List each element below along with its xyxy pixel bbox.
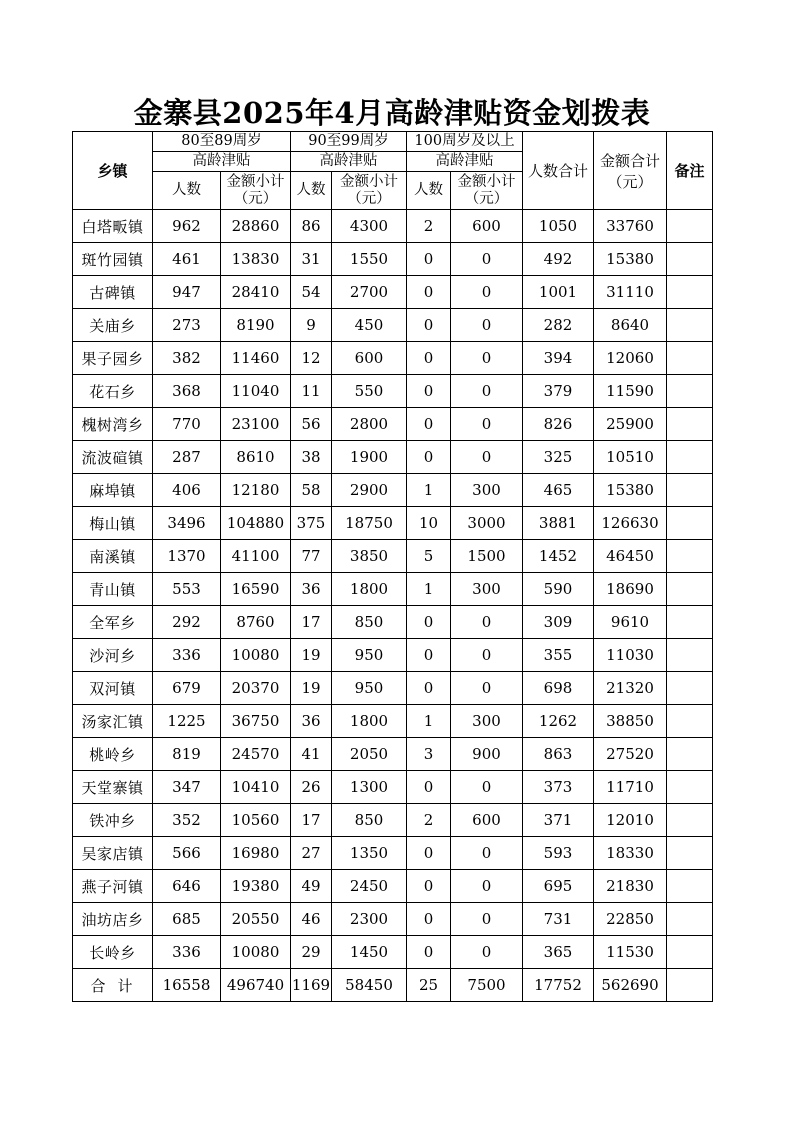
- table-cell-a100: 0: [451, 606, 523, 639]
- table-cell-a80: 16590: [221, 573, 291, 606]
- town-name-cell: 流波碹镇: [73, 441, 153, 474]
- table-cell-a80: 16980: [221, 837, 291, 870]
- table-cell-c90: 31: [291, 243, 332, 276]
- table-cell-c100: 1: [407, 474, 451, 507]
- table-cell-c90: 77: [291, 540, 332, 573]
- table-cell-tc: 590: [523, 573, 594, 606]
- table-cell-c100: 0: [407, 342, 451, 375]
- header-age-80-89: 80至89周岁: [153, 132, 291, 152]
- town-name-cell: 麻埠镇: [73, 474, 153, 507]
- table-row: [73, 837, 713, 870]
- table-cell-ta: 21830: [594, 870, 667, 903]
- total-label: 合计: [73, 969, 153, 1002]
- table-cell-remark: [667, 474, 713, 507]
- table-cell-c100: 0: [407, 837, 451, 870]
- table-cell-a100: 0: [451, 342, 523, 375]
- town-name-cell: 沙河乡: [73, 639, 153, 672]
- table-cell-remark: [667, 408, 713, 441]
- table-cell-c100: 0: [407, 408, 451, 441]
- table-cell-a90: 4300: [332, 210, 407, 243]
- table-cell-a80: 10080: [221, 639, 291, 672]
- table-row: [73, 408, 713, 441]
- table-cell-a90: 2700: [332, 276, 407, 309]
- table-cell-c90: 86: [291, 210, 332, 243]
- table-cell-c100: 10: [407, 507, 451, 540]
- town-name-cell: 长岭乡: [73, 936, 153, 969]
- total-cell-a100: 7500: [451, 969, 523, 1002]
- table-cell-tc: 826: [523, 408, 594, 441]
- table-cell-remark: [667, 507, 713, 540]
- table-cell-a100: 300: [451, 474, 523, 507]
- table-row: [73, 507, 713, 540]
- table-row: [73, 243, 713, 276]
- table-cell-c80: 553: [153, 573, 221, 606]
- table-cell-c80: 336: [153, 639, 221, 672]
- table-cell-c90: 36: [291, 705, 332, 738]
- table-cell-c90: 46: [291, 903, 332, 936]
- table-cell-remark: [667, 309, 713, 342]
- table-cell-remark: [667, 276, 713, 309]
- table-cell-c80: 406: [153, 474, 221, 507]
- table-row: [73, 606, 713, 639]
- table-cell-tc: 698: [523, 672, 594, 705]
- town-name-cell: 全军乡: [73, 606, 153, 639]
- table-cell-ta: 18330: [594, 837, 667, 870]
- town-name-cell: 斑竹园镇: [73, 243, 153, 276]
- table-cell-a90: 950: [332, 639, 407, 672]
- table-cell-c90: 41: [291, 738, 332, 771]
- table-cell-c80: 646: [153, 870, 221, 903]
- table-cell-ta: 22850: [594, 903, 667, 936]
- table-cell-a100: 0: [451, 903, 523, 936]
- table-cell-ta: 11030: [594, 639, 667, 672]
- town-name-cell: 油坊店乡: [73, 903, 153, 936]
- table-cell-c80: 382: [153, 342, 221, 375]
- table-cell-c80: 461: [153, 243, 221, 276]
- table-cell-c80: 352: [153, 804, 221, 837]
- table-cell-a80: 36750: [221, 705, 291, 738]
- table-cell-c100: 0: [407, 375, 451, 408]
- table-cell-c80: 679: [153, 672, 221, 705]
- header-subsidy-90: 高龄津贴: [291, 152, 407, 172]
- table-cell-a90: 3850: [332, 540, 407, 573]
- town-name-cell: 桃岭乡: [73, 738, 153, 771]
- table-cell-tc: 282: [523, 309, 594, 342]
- table-row: [73, 804, 713, 837]
- table-cell-a90: 1300: [332, 771, 407, 804]
- table-cell-ta: 10510: [594, 441, 667, 474]
- total-cell-c90: 1169: [291, 969, 332, 1002]
- table-cell-c100: 3: [407, 738, 451, 771]
- table-cell-ta: 12010: [594, 804, 667, 837]
- header-age-90-99: 90至99周岁: [291, 132, 407, 152]
- table-cell-a100: 0: [451, 936, 523, 969]
- table-cell-c90: 29: [291, 936, 332, 969]
- table-cell-c100: 0: [407, 606, 451, 639]
- table-cell-a80: 8190: [221, 309, 291, 342]
- table-cell-a100: 900: [451, 738, 523, 771]
- table-cell-a100: 0: [451, 639, 523, 672]
- table-cell-ta: 11590: [594, 375, 667, 408]
- table-cell-ta: 15380: [594, 243, 667, 276]
- table-cell-tc: 1001: [523, 276, 594, 309]
- table-cell-c80: 292: [153, 606, 221, 639]
- table-row: [73, 375, 713, 408]
- table-row: [73, 903, 713, 936]
- table-row: [73, 771, 713, 804]
- table-cell-remark: [667, 243, 713, 276]
- table-cell-ta: 27520: [594, 738, 667, 771]
- town-name-cell: 南溪镇: [73, 540, 153, 573]
- table-cell-tc: 1452: [523, 540, 594, 573]
- town-name-cell: 汤家汇镇: [73, 705, 153, 738]
- table-cell-a90: 1800: [332, 705, 407, 738]
- table-cell-c80: 287: [153, 441, 221, 474]
- table-cell-tc: 465: [523, 474, 594, 507]
- town-name-cell: 花石乡: [73, 375, 153, 408]
- table-cell-a90: 2300: [332, 903, 407, 936]
- table-cell-c90: 56: [291, 408, 332, 441]
- header-amount-100: 金额小计（元）: [451, 172, 523, 210]
- table-cell-c90: 19: [291, 672, 332, 705]
- table-cell-ta: 33760: [594, 210, 667, 243]
- table-row: [73, 474, 713, 507]
- table-cell-remark: [667, 672, 713, 705]
- table-cell-a100: 0: [451, 276, 523, 309]
- table-cell-a90: 600: [332, 342, 407, 375]
- table-cell-a100: 0: [451, 771, 523, 804]
- table-cell-c100: 1: [407, 573, 451, 606]
- table-cell-a80: 23100: [221, 408, 291, 441]
- header-amount-90: 金额小计（元）: [332, 172, 407, 210]
- header-count-90: 人数: [291, 172, 332, 210]
- table-cell-tc: 3881: [523, 507, 594, 540]
- table-cell-c80: 566: [153, 837, 221, 870]
- table-cell-tc: 394: [523, 342, 594, 375]
- table-cell-a100: 0: [451, 837, 523, 870]
- table-cell-tc: 492: [523, 243, 594, 276]
- table-cell-c90: 38: [291, 441, 332, 474]
- table-cell-a80: 20370: [221, 672, 291, 705]
- header-town: 乡镇: [73, 132, 153, 210]
- header-amount-80: 金额小计（元）: [221, 172, 291, 210]
- table-cell-remark: [667, 771, 713, 804]
- table-cell-c80: 962: [153, 210, 221, 243]
- town-name-cell: 双河镇: [73, 672, 153, 705]
- table-cell-a80: 28860: [221, 210, 291, 243]
- header-count-100: 人数: [407, 172, 451, 210]
- table-cell-a100: 0: [451, 408, 523, 441]
- table-cell-a90: 1450: [332, 936, 407, 969]
- table-cell-tc: 731: [523, 903, 594, 936]
- table-cell-ta: 8640: [594, 309, 667, 342]
- table-cell-remark: [667, 606, 713, 639]
- total-cell-ta: 562690: [594, 969, 667, 1002]
- table-cell-c80: 1225: [153, 705, 221, 738]
- table-cell-a80: 104880: [221, 507, 291, 540]
- header-remark: 备注: [667, 132, 713, 210]
- table-cell-c100: 0: [407, 870, 451, 903]
- table-cell-c80: 819: [153, 738, 221, 771]
- table-cell-c90: 17: [291, 606, 332, 639]
- table-row: [73, 870, 713, 903]
- table-cell-a80: 20550: [221, 903, 291, 936]
- table-cell-tc: 365: [523, 936, 594, 969]
- table-cell-a90: 550: [332, 375, 407, 408]
- town-name-cell: 果子园乡: [73, 342, 153, 375]
- header-total-amount: 金额合计（元）: [594, 132, 667, 210]
- table-cell-ta: 126630: [594, 507, 667, 540]
- table-cell-c80: 273: [153, 309, 221, 342]
- table-cell-remark: [667, 738, 713, 771]
- town-name-cell: 梅山镇: [73, 507, 153, 540]
- table-cell-a100: 600: [451, 210, 523, 243]
- town-name-cell: 白塔畈镇: [73, 210, 153, 243]
- table-cell-remark: [667, 903, 713, 936]
- subsidy-table: [72, 131, 713, 1002]
- table-cell-c100: 0: [407, 309, 451, 342]
- table-cell-a90: 950: [332, 672, 407, 705]
- table-cell-a90: 850: [332, 804, 407, 837]
- table-cell-tc: 1050: [523, 210, 594, 243]
- town-name-cell: 燕子河镇: [73, 870, 153, 903]
- table-cell-a100: 300: [451, 573, 523, 606]
- town-name-cell: 槐树湾乡: [73, 408, 153, 441]
- header-subsidy-100: 高龄津贴: [407, 152, 523, 172]
- table-cell-c90: 19: [291, 639, 332, 672]
- table-cell-remark: [667, 705, 713, 738]
- table-cell-c80: 3496: [153, 507, 221, 540]
- table-cell-a100: 600: [451, 804, 523, 837]
- table-cell-remark: [667, 837, 713, 870]
- table-cell-remark: [667, 573, 713, 606]
- table-row: [73, 936, 713, 969]
- table-cell-remark: [667, 804, 713, 837]
- table-cell-tc: 593: [523, 837, 594, 870]
- header-count-80: 人数: [153, 172, 221, 210]
- table-cell-a90: 1900: [332, 441, 407, 474]
- table-cell-c100: 0: [407, 441, 451, 474]
- table-cell-a100: 0: [451, 672, 523, 705]
- table-cell-c100: 0: [407, 243, 451, 276]
- town-name-cell: 铁冲乡: [73, 804, 153, 837]
- table-cell-c100: 2: [407, 804, 451, 837]
- table-cell-a80: 13830: [221, 243, 291, 276]
- total-cell-a80: 496740: [221, 969, 291, 1002]
- table-cell-ta: 38850: [594, 705, 667, 738]
- town-name-cell: 吴家店镇: [73, 837, 153, 870]
- table-cell-a80: 10560: [221, 804, 291, 837]
- table-cell-a90: 850: [332, 606, 407, 639]
- table-cell-c80: 336: [153, 936, 221, 969]
- table-row: [73, 540, 713, 573]
- table-cell-a100: 0: [451, 375, 523, 408]
- table-cell-ta: 31110: [594, 276, 667, 309]
- table-cell-ta: 25900: [594, 408, 667, 441]
- table-cell-a90: 1800: [332, 573, 407, 606]
- table-cell-c80: 770: [153, 408, 221, 441]
- total-row: [73, 969, 713, 1002]
- table-cell-a80: 10410: [221, 771, 291, 804]
- table-cell-tc: 863: [523, 738, 594, 771]
- table-cell-a90: 450: [332, 309, 407, 342]
- table-cell-remark: [667, 210, 713, 243]
- table-cell-c80: 685: [153, 903, 221, 936]
- table-row: [73, 672, 713, 705]
- header-total-count: 人数合计: [523, 132, 594, 210]
- table-row: [73, 639, 713, 672]
- header-subsidy-80: 高龄津贴: [153, 152, 291, 172]
- table-cell-a90: 1350: [332, 837, 407, 870]
- table-row: [73, 276, 713, 309]
- table-cell-a90: 2800: [332, 408, 407, 441]
- table-cell-c100: 1: [407, 705, 451, 738]
- table-cell-a90: 18750: [332, 507, 407, 540]
- table-cell-c100: 2: [407, 210, 451, 243]
- total-cell-tc: 17752: [523, 969, 594, 1002]
- table-cell-c100: 0: [407, 771, 451, 804]
- table-cell-a80: 28410: [221, 276, 291, 309]
- table-cell-c90: 375: [291, 507, 332, 540]
- table-cell-a80: 8760: [221, 606, 291, 639]
- table-cell-ta: 11710: [594, 771, 667, 804]
- table-row: [73, 573, 713, 606]
- table-cell-c80: 947: [153, 276, 221, 309]
- table-cell-a90: 2450: [332, 870, 407, 903]
- table-cell-c90: 17: [291, 804, 332, 837]
- table-cell-c90: 9: [291, 309, 332, 342]
- table-cell-a90: 2900: [332, 474, 407, 507]
- total-cell-c100: 25: [407, 969, 451, 1002]
- table-cell-c100: 5: [407, 540, 451, 573]
- table-cell-a90: 1550: [332, 243, 407, 276]
- table-cell-tc: 379: [523, 375, 594, 408]
- table-cell-a80: 10080: [221, 936, 291, 969]
- table-cell-ta: 46450: [594, 540, 667, 573]
- table-cell-a80: 8610: [221, 441, 291, 474]
- table-cell-a80: 11040: [221, 375, 291, 408]
- table-cell-ta: 18690: [594, 573, 667, 606]
- table-row: [73, 738, 713, 771]
- table-cell-tc: 325: [523, 441, 594, 474]
- table-cell-remark: [667, 639, 713, 672]
- table-cell-remark: [667, 342, 713, 375]
- total-cell-remark: [667, 969, 713, 1002]
- table-cell-c90: 11: [291, 375, 332, 408]
- total-cell-c80: 16558: [153, 969, 221, 1002]
- town-name-cell: 关庙乡: [73, 309, 153, 342]
- table-cell-c80: 368: [153, 375, 221, 408]
- table-cell-c100: 0: [407, 276, 451, 309]
- table-cell-tc: 371: [523, 804, 594, 837]
- total-cell-a90: 58450: [332, 969, 407, 1002]
- table-cell-tc: 355: [523, 639, 594, 672]
- table-cell-a100: 3000: [451, 507, 523, 540]
- table-cell-c90: 27: [291, 837, 332, 870]
- table-cell-c100: 0: [407, 672, 451, 705]
- header-age-100-plus: 100周岁及以上: [407, 132, 523, 152]
- table-cell-a100: 300: [451, 705, 523, 738]
- table-row: [73, 342, 713, 375]
- town-name-cell: 天堂寨镇: [73, 771, 153, 804]
- table-cell-remark: [667, 870, 713, 903]
- table-cell-a100: 0: [451, 441, 523, 474]
- table-cell-a80: 24570: [221, 738, 291, 771]
- table-cell-remark: [667, 936, 713, 969]
- table-cell-ta: 15380: [594, 474, 667, 507]
- table-row: [73, 705, 713, 738]
- table-cell-c90: 54: [291, 276, 332, 309]
- table-cell-c80: 347: [153, 771, 221, 804]
- table-cell-tc: 309: [523, 606, 594, 639]
- table-row: [73, 210, 713, 243]
- table-cell-a80: 12180: [221, 474, 291, 507]
- table-cell-a100: 0: [451, 243, 523, 276]
- table-cell-ta: 11530: [594, 936, 667, 969]
- table-cell-remark: [667, 441, 713, 474]
- table-cell-ta: 12060: [594, 342, 667, 375]
- table-cell-a90: 2050: [332, 738, 407, 771]
- town-name-cell: 青山镇: [73, 573, 153, 606]
- table-cell-c90: 49: [291, 870, 332, 903]
- table-cell-remark: [667, 540, 713, 573]
- table-cell-c90: 26: [291, 771, 332, 804]
- table-cell-c90: 12: [291, 342, 332, 375]
- table-cell-a80: 19380: [221, 870, 291, 903]
- table-cell-c90: 36: [291, 573, 332, 606]
- town-name-cell: 古碑镇: [73, 276, 153, 309]
- table-cell-remark: [667, 375, 713, 408]
- table-cell-tc: 695: [523, 870, 594, 903]
- table-cell-c80: 1370: [153, 540, 221, 573]
- table-cell-c100: 0: [407, 639, 451, 672]
- table-row: [73, 441, 713, 474]
- table-cell-ta: 9610: [594, 606, 667, 639]
- table-cell-ta: 21320: [594, 672, 667, 705]
- table-cell-c100: 0: [407, 903, 451, 936]
- table-cell-a80: 11460: [221, 342, 291, 375]
- table-cell-c100: 0: [407, 936, 451, 969]
- table-cell-tc: 1262: [523, 705, 594, 738]
- table-cell-a100: 0: [451, 309, 523, 342]
- table-cell-tc: 373: [523, 771, 594, 804]
- table-cell-c90: 58: [291, 474, 332, 507]
- page-title: 金寨县2025年4月高龄津贴资金划拨表: [133, 96, 651, 130]
- table-cell-a80: 41100: [221, 540, 291, 573]
- table-row: [73, 309, 713, 342]
- table-cell-a100: 1500: [451, 540, 523, 573]
- table-cell-a100: 0: [451, 870, 523, 903]
